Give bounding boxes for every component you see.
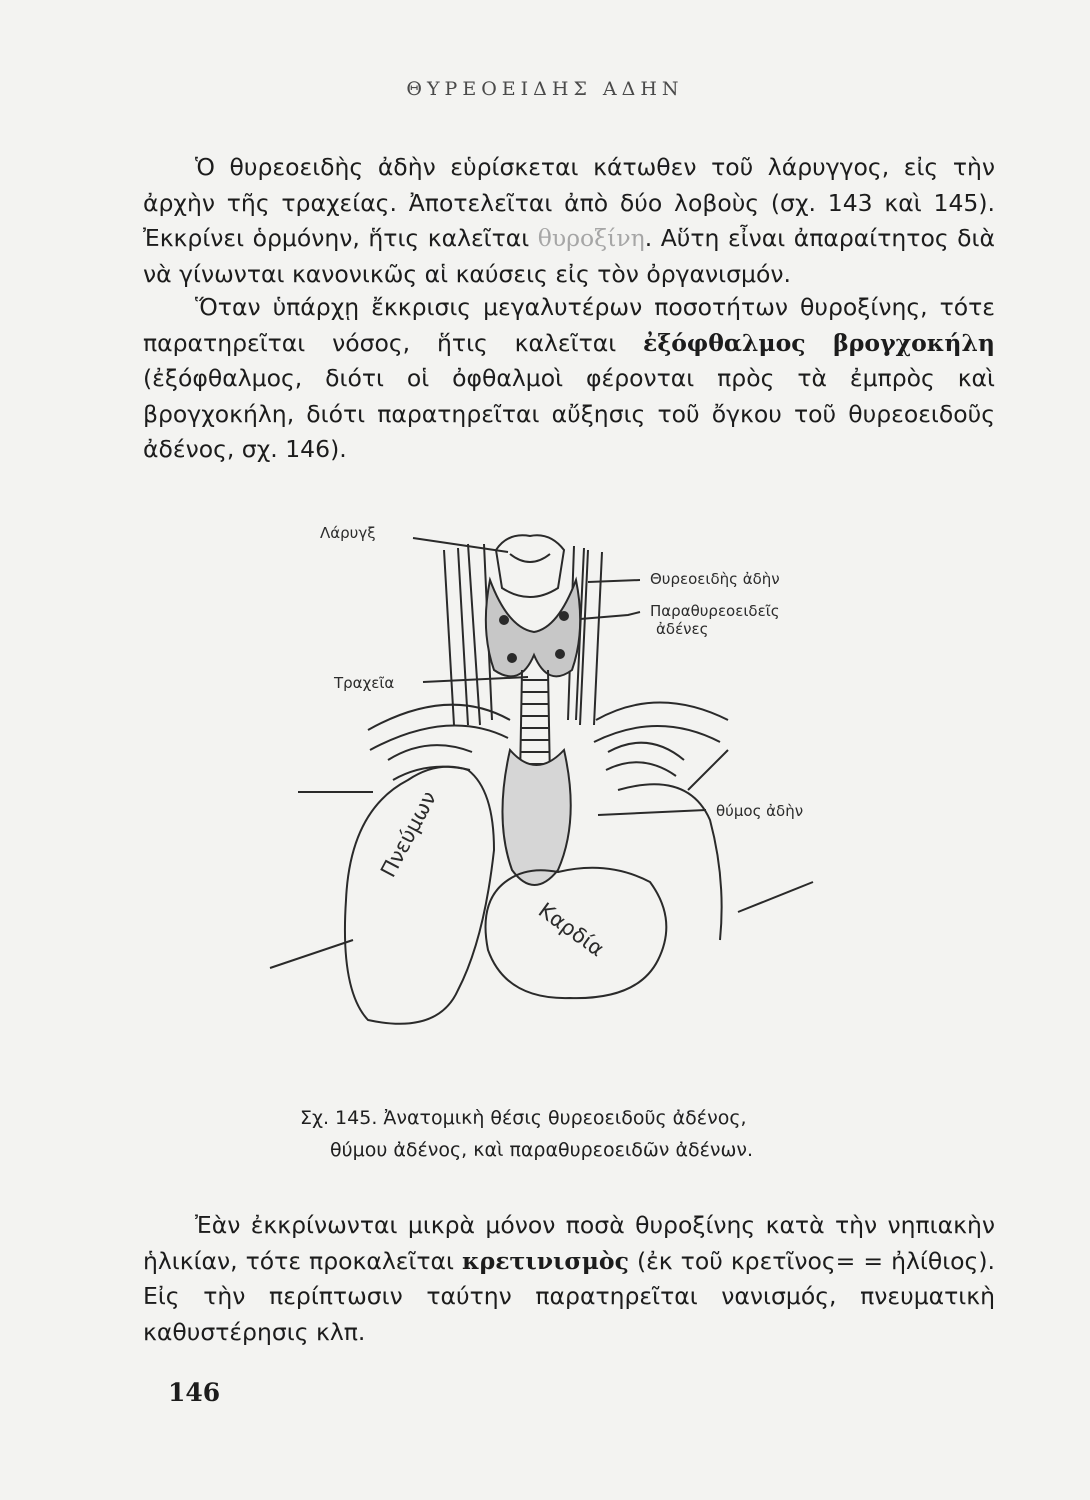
label-lung: Πνεύμων xyxy=(376,787,442,882)
cretinism-term: κρετινισμὸς xyxy=(462,1246,629,1275)
label-thyroid: Θυρεοειδὴς ἀδὴν xyxy=(650,570,780,588)
leader-line-trachea xyxy=(423,677,528,682)
label-parathyroid-line2: ἀδένες xyxy=(656,620,709,638)
paragraph-thyroid-location xyxy=(143,150,995,292)
paragraph-cretinism xyxy=(143,1208,995,1350)
label-parathyroid-line1: Παραθυρεοειδεῖς xyxy=(650,602,780,620)
thyroxine-term: θυροξίνη xyxy=(537,224,645,252)
thymus-outline xyxy=(502,750,570,885)
leader-line-larynx xyxy=(413,538,508,552)
paragraph-exophthalmic-goiter xyxy=(143,290,995,468)
paragraph3-text-a: Ἐὰν ἐκκρίνωνται μικρὰ μόνον ποσὰ θυροξίνης κατὰ τὴν νηπιακὴν ἡλικίαν, τότε προκαλεῖται xyxy=(143,1211,995,1275)
label-trachea: Τραχεῖα xyxy=(334,674,395,692)
label-thymus: θύμος ἀδὴν xyxy=(716,802,804,820)
paragraph2-text-b: (ἐξόφθαλμος, διότι οἱ ὀφθαλμοὶ φέρονται πρὸς τὰ ἐμπρὸς καὶ βρογχοκήλη, διότι παρατηρεῖται αὔξησις τοῦ ὄγκου τοῦ θυρεοειδοῦς ἀδένος, σχ. 146). xyxy=(143,364,995,463)
page-header-title: ΘΥΡΕΟΕΙΔΗΣ ΑΔΗΝ xyxy=(406,78,684,100)
leader-line-thymus xyxy=(598,810,706,815)
page-number: 146 xyxy=(168,1378,221,1407)
caption-line-1: Σχ. 145. Ἀνατομικὴ θέσις θυρεοειδοῦς ἀδένος, xyxy=(300,1107,747,1129)
anatomy-figure xyxy=(258,520,848,1040)
label-heart: Καρδία xyxy=(533,898,609,962)
paragraph1-text-b: . Αὕτη εἶναι ἀπαραίτητος διὰ νὰ γίνωνται κανονικῶς αἱ καύσεις εἰς τὸν ὀργανισμόν. xyxy=(143,224,995,288)
goiter-term: ἐξόφθαλμος βρογχοκήλη xyxy=(643,328,996,357)
paragraph3-text-b: (ἐκ τοῦ κρετῖνος= = ἠλίθιος). Εἰς τὴν περίπτωσιν ταύτην παρατηρεῖται νανισμός, πνευματικὴ καθυστέρησις κλπ. xyxy=(143,1246,995,1346)
caption-line-2: θύμου ἀδένος, καὶ παραθυρεοειδῶν ἀδένων. xyxy=(330,1139,754,1161)
paragraph2-text-a: Ὅταν ὑπάρχῃ ἔκκρισις μεγαλυτέρων ποσοτήτων θυροξίνης, τότε παρατηρεῖται νόσος, ἥτις καλεῖται xyxy=(143,293,995,357)
thyroid-gland-outline xyxy=(486,580,580,676)
figure-caption xyxy=(300,1102,840,1166)
anatomy-illustration xyxy=(258,520,848,1040)
label-larynx: Λάρυγξ xyxy=(320,524,376,542)
leader-line-thyroid xyxy=(588,580,640,582)
paragraph1-text-a: Ὁ θυρεοειδὴς ἀδὴν εὑρίσκεται κάτωθεν τοῦ λάρυγγος, εἰς τὴν ἀρχὴν τῆς τραχείας. Ἀποτελεῖται ἀπὸ δύο λοβοὺς (σχ. 143 καὶ 145). Ἐκκρίνει ὁρμόνην, ἥτις καλεῖται xyxy=(143,153,995,252)
